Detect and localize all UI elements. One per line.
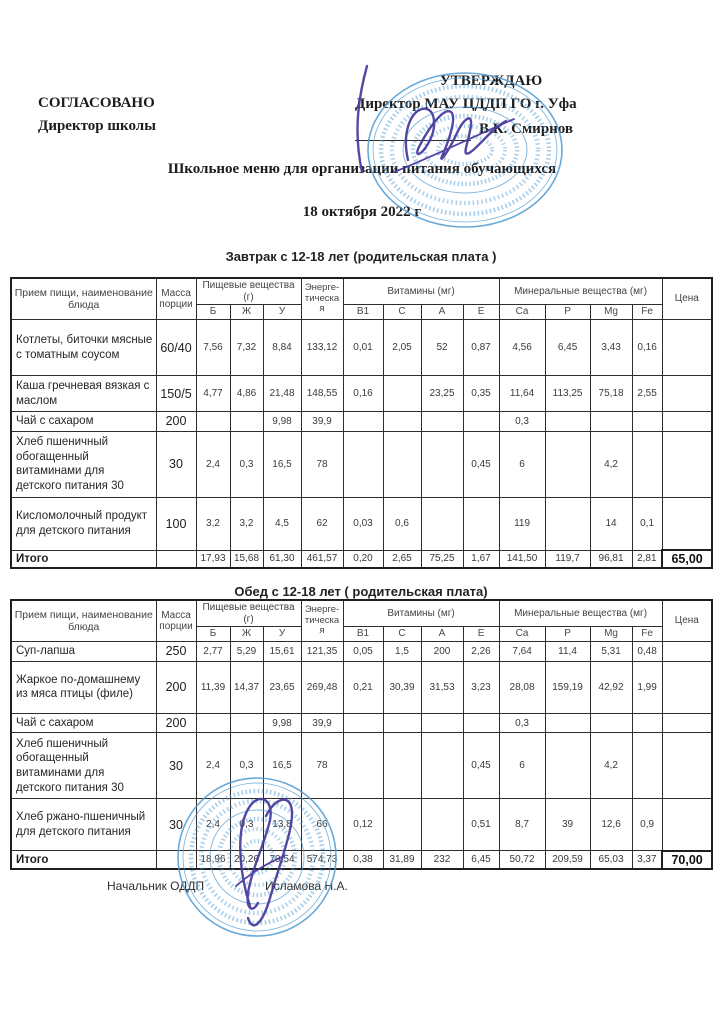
col-subheader-a: A <box>421 305 463 320</box>
price-cell <box>662 713 712 733</box>
total-value-cell: 0,20 <box>343 550 383 568</box>
value-cell <box>230 713 263 733</box>
price-cell <box>662 497 712 550</box>
value-cell: 6 <box>499 431 545 497</box>
menu-row <box>11 733 712 799</box>
value-cell: 0,9 <box>632 799 662 851</box>
menu-row <box>11 642 712 662</box>
col-subheader-mg: Mg <box>590 627 632 642</box>
value-cell: 52 <box>421 320 463 376</box>
total-value-cell: 574,73 <box>301 851 343 869</box>
total-value-cell: 232 <box>421 851 463 869</box>
value-cell <box>545 497 590 550</box>
value-cell <box>590 713 632 733</box>
col-subheader-b1: B1 <box>343 627 383 642</box>
value-cell <box>383 431 421 497</box>
agreed-title: СОГЛАСОВАНО <box>38 95 155 111</box>
value-cell <box>343 713 383 733</box>
value-cell: 4,5 <box>263 497 301 550</box>
dish-name-cell: Кисломолочный продукт для детского питания <box>11 497 156 550</box>
mass-cell: 30 <box>156 431 196 497</box>
agreed-block <box>38 92 156 139</box>
value-cell: 8,7 <box>499 799 545 851</box>
mass-cell: 200 <box>156 412 196 432</box>
price-cell <box>662 431 712 497</box>
value-cell: 0,6 <box>383 497 421 550</box>
col-subheader-c: C <box>383 627 421 642</box>
breakfast-table-title: Завтрак с 12-18 лет (родительская плата ) <box>225 249 497 264</box>
value-cell <box>632 431 662 497</box>
value-cell: 200 <box>421 642 463 662</box>
mass-cell: 150/5 <box>156 376 196 412</box>
total-price-cell: 65,00 <box>662 550 712 568</box>
value-cell: 3,2 <box>196 497 230 550</box>
value-cell: 0,1 <box>632 497 662 550</box>
total-value-cell: 3,37 <box>632 851 662 869</box>
value-cell <box>545 412 590 432</box>
col-header-energy: Энерге-тическая <box>301 278 343 320</box>
value-cell <box>383 733 421 799</box>
mass-cell: 30 <box>156 733 196 799</box>
total-value-cell: 0,38 <box>343 851 383 869</box>
value-cell: 4,2 <box>590 733 632 799</box>
col-subheader-ca: Ca <box>499 627 545 642</box>
value-cell: 3,23 <box>463 661 499 713</box>
value-cell: 269,48 <box>301 661 343 713</box>
dish-name-cell: Чай с сахаром <box>11 713 156 733</box>
col-subheader-mg: Mg <box>590 305 632 320</box>
value-cell <box>421 799 463 851</box>
menu-row <box>11 320 712 376</box>
col-group-nutrients: Пищевые вещества (г) <box>196 278 301 305</box>
approved-block <box>355 70 627 141</box>
value-cell: 16,5 <box>263 431 301 497</box>
dish-name-cell: Каша гречневая вязкая с маслом <box>11 376 156 412</box>
menu-row <box>11 412 712 432</box>
value-cell: 66 <box>301 799 343 851</box>
approved-name: В.К. Смирнов <box>479 121 574 137</box>
value-cell: 0,3 <box>499 713 545 733</box>
value-cell <box>343 733 383 799</box>
value-cell <box>196 713 230 733</box>
value-cell: 4,77 <box>196 376 230 412</box>
approved-role: Директор МАУ ЦДДП ГО г. Уфа <box>355 95 577 112</box>
mass-cell: 200 <box>156 713 196 733</box>
value-cell: 0,45 <box>463 431 499 497</box>
price-cell <box>662 661 712 713</box>
value-cell: 0,21 <box>343 661 383 713</box>
total-value-cell <box>156 550 196 568</box>
value-cell: 9,98 <box>263 412 301 432</box>
value-cell: 0,3 <box>230 431 263 497</box>
value-cell: 7,32 <box>230 320 263 376</box>
value-cell <box>383 376 421 412</box>
value-cell <box>632 713 662 733</box>
value-cell: 2,77 <box>196 642 230 662</box>
value-cell <box>343 431 383 497</box>
approved-signature-row <box>355 118 627 141</box>
value-cell: 0,3 <box>499 412 545 432</box>
value-cell: 30,39 <box>383 661 421 713</box>
value-cell: 15,61 <box>263 642 301 662</box>
menu-row <box>11 376 712 412</box>
total-label-cell: Итого <box>11 851 156 869</box>
value-cell: 31,53 <box>421 661 463 713</box>
value-cell: 2,55 <box>632 376 662 412</box>
col-group-vitamins: Витамины (мг) <box>343 600 499 627</box>
col-header-mass: Масса порции <box>156 278 196 320</box>
col-subheader-b1: B1 <box>343 305 383 320</box>
breakfast-table <box>10 277 713 569</box>
value-cell: 2,4 <box>196 799 230 851</box>
price-cell <box>662 733 712 799</box>
total-value-cell: 96,81 <box>590 550 632 568</box>
value-cell <box>383 799 421 851</box>
lunch-table <box>10 599 713 870</box>
value-cell: 0,35 <box>463 376 499 412</box>
dish-name-cell: Котлеты, биточки мясные с томатным соусом <box>11 320 156 376</box>
value-cell: 2,4 <box>196 733 230 799</box>
total-price-cell: 70,00 <box>662 851 712 869</box>
menu-row <box>11 497 712 550</box>
value-cell: 39 <box>545 799 590 851</box>
value-cell: 133,12 <box>301 320 343 376</box>
value-cell <box>230 412 263 432</box>
total-value-cell: 2,65 <box>383 550 421 568</box>
mass-cell: 30 <box>156 799 196 851</box>
total-value-cell: 461,57 <box>301 550 343 568</box>
col-subheader-c: C <box>383 305 421 320</box>
value-cell: 121,35 <box>301 642 343 662</box>
value-cell: 8,84 <box>263 320 301 376</box>
col-group-minerals: Минеральные вещества (мг) <box>499 278 662 305</box>
price-cell <box>662 642 712 662</box>
value-cell: 4,2 <box>590 431 632 497</box>
footer-name: Исламова Н.А. <box>265 879 348 893</box>
value-cell: 14 <box>590 497 632 550</box>
col-subheader-б: Б <box>196 305 230 320</box>
value-cell: 5,31 <box>590 642 632 662</box>
value-cell: 119 <box>499 497 545 550</box>
total-value-cell: 61,30 <box>263 550 301 568</box>
value-cell: 11,64 <box>499 376 545 412</box>
total-value-cell: 119,7 <box>545 550 590 568</box>
value-cell: 11,4 <box>545 642 590 662</box>
value-cell: 0,16 <box>343 376 383 412</box>
total-value-cell: 141,50 <box>499 550 545 568</box>
total-value-cell: 209,59 <box>545 851 590 869</box>
value-cell <box>545 431 590 497</box>
value-cell <box>383 412 421 432</box>
total-value-cell: 79,54 <box>263 851 301 869</box>
total-value-cell: 20,26 <box>230 851 263 869</box>
value-cell <box>632 412 662 432</box>
dish-name-cell: Хлеб ржано-пшеничный для детского питания <box>11 799 156 851</box>
col-subheader-a: A <box>421 627 463 642</box>
col-group-vitamins: Витамины (мг) <box>343 278 499 305</box>
signature-line <box>355 126 471 141</box>
dish-name-cell: Жаркое по-домашнему из мяса птицы (филе) <box>11 661 156 713</box>
total-label-cell: Итого <box>11 550 156 568</box>
value-cell: 23,25 <box>421 376 463 412</box>
value-cell: 9,98 <box>263 713 301 733</box>
value-cell: 113,25 <box>545 376 590 412</box>
value-cell: 78 <box>301 733 343 799</box>
value-cell <box>196 412 230 432</box>
value-cell: 6 <box>499 733 545 799</box>
value-cell: 0,3 <box>230 799 263 851</box>
value-cell <box>383 713 421 733</box>
col-subheader-ж: Ж <box>230 305 263 320</box>
value-cell: 0,03 <box>343 497 383 550</box>
dish-name-cell: Суп-лапша <box>11 642 156 662</box>
value-cell: 2,26 <box>463 642 499 662</box>
col-header-dish: Прием пищи, наименование блюда <box>11 278 156 320</box>
value-cell: 75,18 <box>590 376 632 412</box>
approved-title: УТВЕРЖДАЮ <box>439 73 543 89</box>
price-cell <box>662 412 712 432</box>
total-value-cell: 6,45 <box>463 851 499 869</box>
value-cell <box>545 713 590 733</box>
value-cell: 0,12 <box>343 799 383 851</box>
price-cell <box>662 799 712 851</box>
value-cell: 42,92 <box>590 661 632 713</box>
value-cell: 39,9 <box>301 713 343 733</box>
value-cell: 78 <box>301 431 343 497</box>
col-subheader-ж: Ж <box>230 627 263 642</box>
value-cell: 6,45 <box>545 320 590 376</box>
value-cell: 5,29 <box>230 642 263 662</box>
value-cell: 0,01 <box>343 320 383 376</box>
col-subheader-fe: Fe <box>632 305 662 320</box>
total-value-cell: 65,03 <box>590 851 632 869</box>
value-cell: 16,5 <box>263 733 301 799</box>
value-cell: 0,45 <box>463 733 499 799</box>
price-cell <box>662 320 712 376</box>
col-header-mass: Масса порции <box>156 600 196 642</box>
col-header-price: Цена <box>662 278 712 320</box>
value-cell: 14,37 <box>230 661 263 713</box>
value-cell <box>343 412 383 432</box>
value-cell <box>545 733 590 799</box>
value-cell: 0,51 <box>463 799 499 851</box>
value-cell: 12,6 <box>590 799 632 851</box>
dish-name-cell: Чай с сахаром <box>11 412 156 432</box>
value-cell <box>421 412 463 432</box>
value-cell: 62 <box>301 497 343 550</box>
value-cell: 3,43 <box>590 320 632 376</box>
col-subheader-fe: Fe <box>632 627 662 642</box>
value-cell: 7,64 <box>499 642 545 662</box>
lunch-table-title: Обед с 12-18 лет ( родительская плата) <box>234 584 488 599</box>
total-value-cell: 17,93 <box>196 550 230 568</box>
menu-row <box>11 431 712 497</box>
col-subheader-e: E <box>463 305 499 320</box>
total-value-cell: 15,68 <box>230 550 263 568</box>
document-title: Школьное меню для организации питания обучающихся <box>167 161 557 177</box>
total-value-cell: 1,67 <box>463 550 499 568</box>
footer-position: Начальник ОДДП <box>107 879 205 893</box>
value-cell <box>421 497 463 550</box>
col-subheader-p: P <box>545 305 590 320</box>
col-group-nutrients: Пищевые вещества (г) <box>196 600 301 627</box>
dish-name-cell: Хлеб пшеничный обогащенный витаминами для детского питания 30 <box>11 733 156 799</box>
value-cell: 21,48 <box>263 376 301 412</box>
value-cell: 148,55 <box>301 376 343 412</box>
value-cell <box>421 733 463 799</box>
col-group-minerals: Минеральные вещества (мг) <box>499 600 662 627</box>
value-cell: 11,39 <box>196 661 230 713</box>
col-subheader-б: Б <box>196 627 230 642</box>
value-cell: 13,8 <box>263 799 301 851</box>
value-cell: 0,3 <box>230 733 263 799</box>
value-cell: 0,05 <box>343 642 383 662</box>
value-cell: 0,87 <box>463 320 499 376</box>
total-value-cell: 18,96 <box>196 851 230 869</box>
value-cell: 1,99 <box>632 661 662 713</box>
menu-row <box>11 661 712 713</box>
col-subheader-у: У <box>263 627 301 642</box>
value-cell: 2,05 <box>383 320 421 376</box>
col-subheader-у: У <box>263 305 301 320</box>
value-cell: 23,65 <box>263 661 301 713</box>
value-cell: 2,4 <box>196 431 230 497</box>
value-cell: 1,5 <box>383 642 421 662</box>
dish-name-cell: Хлеб пшеничный обогащенный витаминами для детского питания 30 <box>11 431 156 497</box>
value-cell: 0,48 <box>632 642 662 662</box>
value-cell <box>463 497 499 550</box>
mass-cell: 200 <box>156 661 196 713</box>
col-header-energy: Энерге-тическая <box>301 600 343 642</box>
value-cell <box>421 431 463 497</box>
menu-row <box>11 713 712 733</box>
col-subheader-ca: Ca <box>499 305 545 320</box>
agreed-role: Директор школы <box>38 118 156 135</box>
value-cell: 28,08 <box>499 661 545 713</box>
col-header-price: Цена <box>662 600 712 642</box>
value-cell <box>632 733 662 799</box>
menu-row <box>11 799 712 851</box>
value-cell: 7,56 <box>196 320 230 376</box>
mass-cell: 60/40 <box>156 320 196 376</box>
mass-cell: 100 <box>156 497 196 550</box>
total-value-cell: 31,89 <box>383 851 421 869</box>
mass-cell: 250 <box>156 642 196 662</box>
total-row <box>11 851 712 869</box>
col-header-dish: Прием пищи, наименование блюда <box>11 600 156 642</box>
price-cell <box>662 376 712 412</box>
value-cell: 159,19 <box>545 661 590 713</box>
value-cell: 0,16 <box>632 320 662 376</box>
col-subheader-e: E <box>463 627 499 642</box>
value-cell <box>463 713 499 733</box>
value-cell: 4,86 <box>230 376 263 412</box>
value-cell: 4,56 <box>499 320 545 376</box>
value-cell: 39,9 <box>301 412 343 432</box>
total-value-cell: 50,72 <box>499 851 545 869</box>
col-subheader-p: P <box>545 627 590 642</box>
value-cell: 3,2 <box>230 497 263 550</box>
document-date: 18 октября 2022 г <box>302 204 422 220</box>
total-value-cell: 75,25 <box>421 550 463 568</box>
total-value-cell <box>156 851 196 869</box>
value-cell <box>463 412 499 432</box>
value-cell <box>421 713 463 733</box>
total-row <box>11 550 712 568</box>
value-cell <box>590 412 632 432</box>
total-value-cell: 2,81 <box>632 550 662 568</box>
